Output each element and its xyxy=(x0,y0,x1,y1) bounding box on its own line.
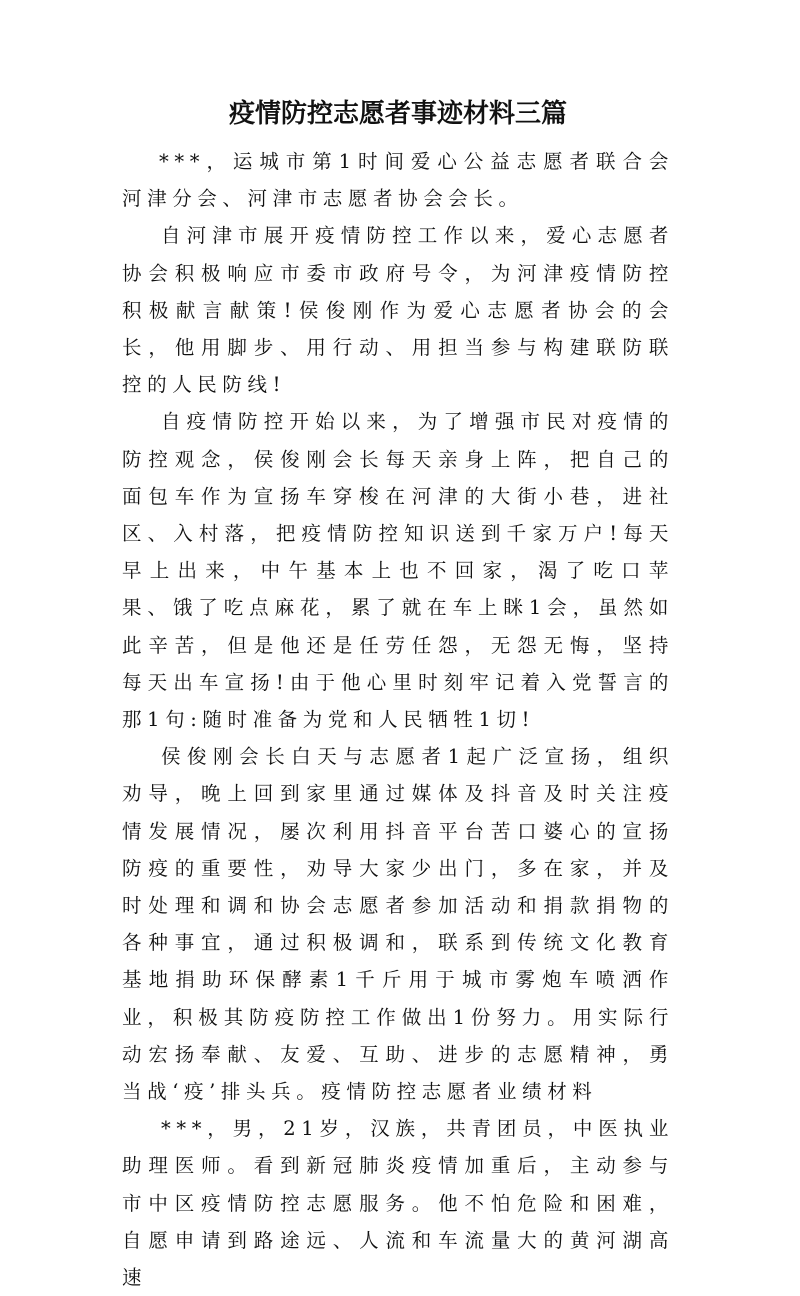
paragraph-4: 侯俊刚会长白天与志愿者1起广泛宣扬，组织劝导，晚上回到家里通过媒体及抖音及时关注疫情发展情况，屡次利用抖音平台苦口婆心的宣扬防疫的重要性，劝导大家少出门，多在家，并及时处理和调和协会志愿者参加活动和捐款捐物的各种事宜，通过积极调和，联系到传统文化教育基地捐助环保酵素1千斤用于城市雾炮车喷洒作业，积极其防疫防控工作做出1份努力。用实际行动宏扬奉献、友爱、互助、进步的志愿精神，勇当战‘疫’排头兵。疫情防控志愿者业绩材料 xyxy=(122,745,674,1104)
paragraph-2: 自河津市展开疫情防控工作以来，爱心志愿者协会积极响应市委市政府号令，为河津疫情防控积极献言献策!侯俊刚作为爱心志愿者协会的会长，他用脚步、用行动、用担当参与构建联防联控的人民防线! xyxy=(122,224,674,397)
paragraph-5: ***，男，21岁，汉族，共青团员，中医执业助理医师。看到新冠肺炎疫情加重后，主动参与市中区疫情防控志愿服务。他不怕危险和困难，自愿申请到路途远、人流和车流量大的黄河湖高速 xyxy=(122,1117,674,1290)
paragraph-3: 自疫情防控开始以来，为了增强市民对疫情的防控观念，侯俊刚会长每天亲身上阵，把自己的面包车作为宣扬车穿梭在河津的大街小巷，进社区、入村落，把疫情防控知识送到千家万户!每天早上出来，中午基本上也不回家，渴了吃口苹果、饿了吃点麻花，累了就在车上眯1会，虽然如此辛苦，但是他还是任劳任怨，无怨无悔，坚持每天出车宣扬!由于他心里时刻牢记着入党誓言的那1句:随时准备为党和人民牺牲1切! xyxy=(122,410,674,732)
document-body xyxy=(122,143,674,1296)
paragraph-1: ***，运城市第1时间爱心公益志愿者联合会河津分会、河津市志愿者协会会长。 xyxy=(122,150,674,211)
document-title: 疫情防控志愿者事迹材料三篇 xyxy=(228,99,567,129)
